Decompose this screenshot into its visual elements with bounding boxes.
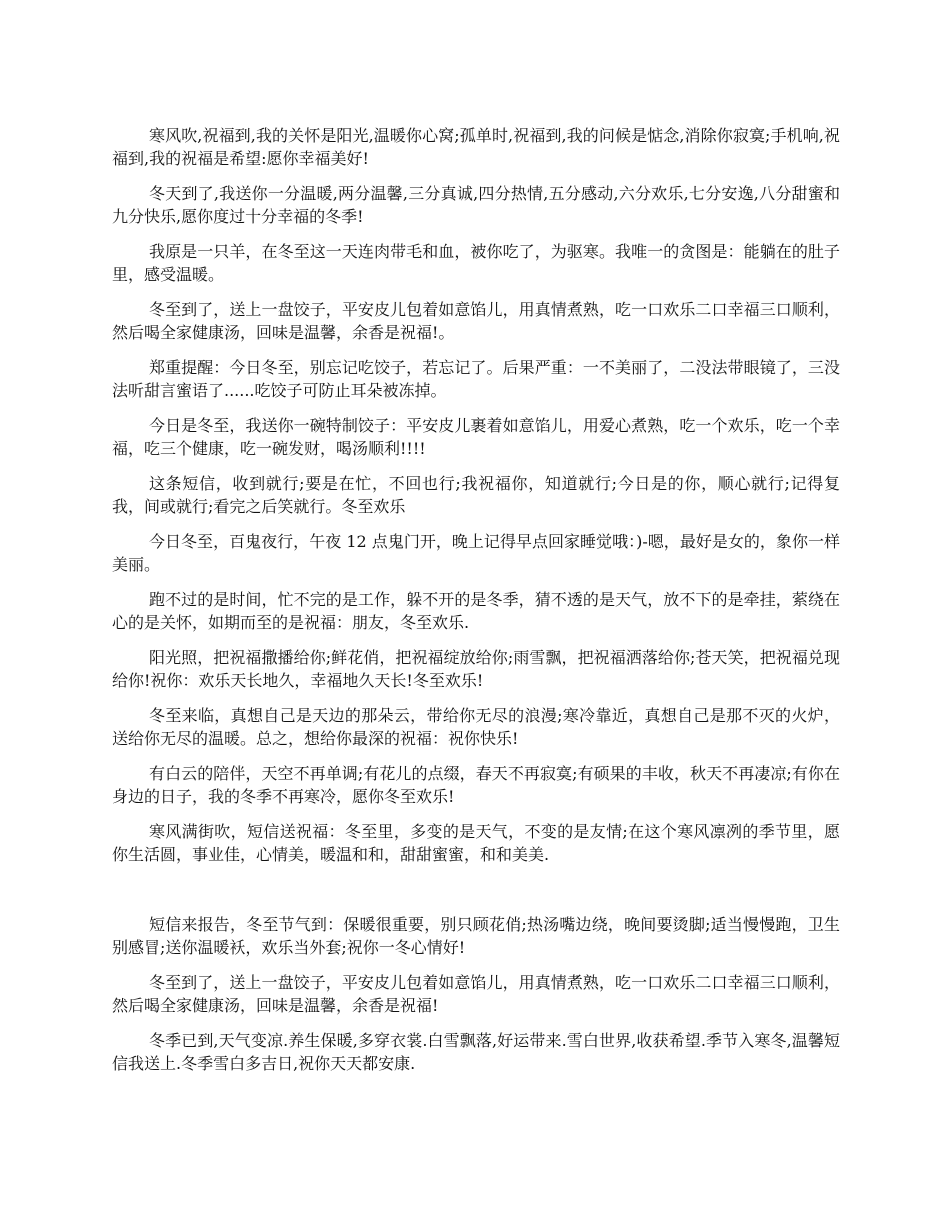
paragraph: 我原是一只羊，在冬至这一天连肉带毛和血，被你吃了，为驱寒。我唯一的贪图是：能躺在的肚子里，感受温暖。 [112,242,840,284]
paragraph: 短信来报告，冬至节气到：保暖很重要，别只顾花俏;热汤嘴边绕，晚间要烫脚;适当慢慢跑，卫生别感冒;送你温暖袄，欢乐当外套;祝你一冬心情好! [112,915,840,957]
paragraph: 今日是冬至，我送你一碗特制饺子：平安皮儿裹着如意馅儿，用爱心煮熟，吃一个欢乐，吃一个幸福，吃三个健康，吃一碗发财，喝汤顺利!!!! [112,416,840,458]
paragraph: 这条短信，收到就行;要是在忙，不回也行;我祝福你，知道就行;今日是的你，顺心就行;记得复我，间或就行;看完之后笑就行。冬至欢乐 [112,474,840,516]
paragraph: 冬季已到,天气变凉.养生保暖,多穿衣裳.白雪飘落,好运带来.雪白世界,收获希望.季节入寒冬,温馨短信我送上.冬季雪白多吉日,祝你天天都安康. [112,1031,840,1073]
paragraph: 冬至到了，送上一盘饺子，平安皮儿包着如意馅儿，用真情煮熟，吃一口欢乐二口幸福三口顺利，然后喝全家健康汤，回味是温馨，余香是祝福! [112,973,840,1015]
paragraph: 冬至到了，送上一盘饺子，平安皮儿包着如意馅儿，用真情煮熟，吃一口欢乐二口幸福三口顺利，然后喝全家健康汤，回味是温馨，余香是祝福!。 [112,300,840,342]
paragraph: 冬至来临，真想自己是天边的那朵云，带给你无尽的浪漫;寒冷靠近，真想自己是那不灭的火炉，送给你无尽的温暖。总之，想给你最深的祝福：祝你快乐! [112,706,840,748]
paragraph: 阳光照，把祝福撒播给你;鲜花俏，把祝福绽放给你;雨雪飘，把祝福洒落给你;苍天笑，把祝福兑现给你!祝你：欢乐天长地久，幸福地久天长!冬至欢乐! [112,648,840,690]
section-gap [112,878,840,913]
paragraph: 寒风吹,祝福到,我的关怀是阳光,温暖你心窝;孤单时,祝福到,我的问候是惦念,消除你寂寞;手机响,祝福到,我的祝福是希望:愿你幸福美好! [112,126,840,168]
document-body [112,124,840,1087]
paragraph: 郑重提醒：今日冬至，别忘记吃饺子，若忘记了。后果严重：一不美丽了，二没法带眼镜了，三没法听甜言蜜语了......吃饺子可防止耳朵被冻掉。 [112,358,840,400]
paragraph: 寒风满街吹，短信送祝福：冬至里，多变的是天气，不变的是友情;在这个寒风凛冽的季节里，愿你生活圆，事业佳，心情美，暖温和和，甜甜蜜蜜，和和美美. [112,822,840,864]
paragraph: 跑不过的是时间，忙不完的是工作，躲不开的是冬季，猜不透的是天气，放不下的是牵挂，萦绕在心的是关怀，如期而至的是祝福：朋友，冬至欢乐. [112,590,840,632]
paragraph: 冬天到了,我送你一分温暖,两分温馨,三分真诚,四分热情,五分感动,六分欢乐,七分安逸,八分甜蜜和九分快乐,愿你度过十分幸福的冬季! [112,184,840,226]
paragraph: 今日冬至，百鬼夜行，午夜 12 点鬼门开，晚上记得早点回家睡觉哦：)-嗯，最好是女的，象你一样美丽。 [112,532,840,574]
paragraph: 有白云的陪伴，天空不再单调;有花儿的点缀，春天不再寂寞;有硕果的丰收，秋天不再凄凉;有你在身边的日子，我的冬季不再寒冷，愿你冬至欢乐! [112,764,840,806]
